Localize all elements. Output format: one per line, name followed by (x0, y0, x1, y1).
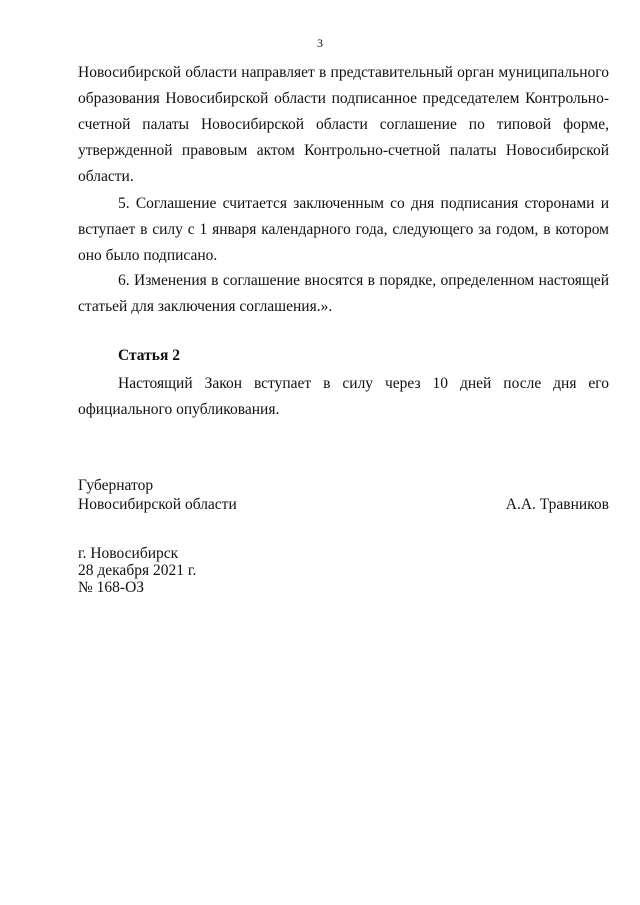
continuation-paragraph (78, 60, 609, 190)
clause-5-text: 5. Соглашение считается заключенным со дня подписания сторонами и вступает в силу с 1 января календарного года, следующего за годом, в котором оно было подписано. (78, 195, 609, 264)
signatory-name: А.А. Травников (505, 496, 609, 513)
continuation-text: Новосибирской области направляет в представительный орган муниципального образования Новосибирской области подписанное председателем Контрольно-счетной палаты Новосибирской области соглашение по типовой форме, утвержденной правовым актом Контрольно-счетной палаты Новосибирской области. (78, 64, 609, 185)
clause-5 (78, 191, 609, 269)
signature-title-line-2: Новосибирской области (78, 496, 237, 513)
article-2-paragraph (78, 371, 609, 423)
footer-city: г. Новосибирск (78, 545, 179, 562)
clause-6 (78, 268, 609, 320)
signature-title (78, 476, 237, 514)
clause-6-text: 6. Изменения в соглашение вносятся в порядке, определенном настоящей статьей для заключения соглашения.». (78, 272, 609, 315)
article-2-text: Настоящий Закон вступает в силу через 10 дней после дня его официального опубликования. (78, 375, 609, 418)
signature-title-line-1: Губернатор (78, 477, 154, 494)
article-2-heading: Статья 2 (118, 347, 180, 364)
footer-date: 28 декабря 2021 г. (78, 562, 197, 579)
page-number: 3 (317, 36, 323, 50)
footer-details (78, 545, 196, 596)
footer-number: № 168-ОЗ (78, 579, 145, 596)
